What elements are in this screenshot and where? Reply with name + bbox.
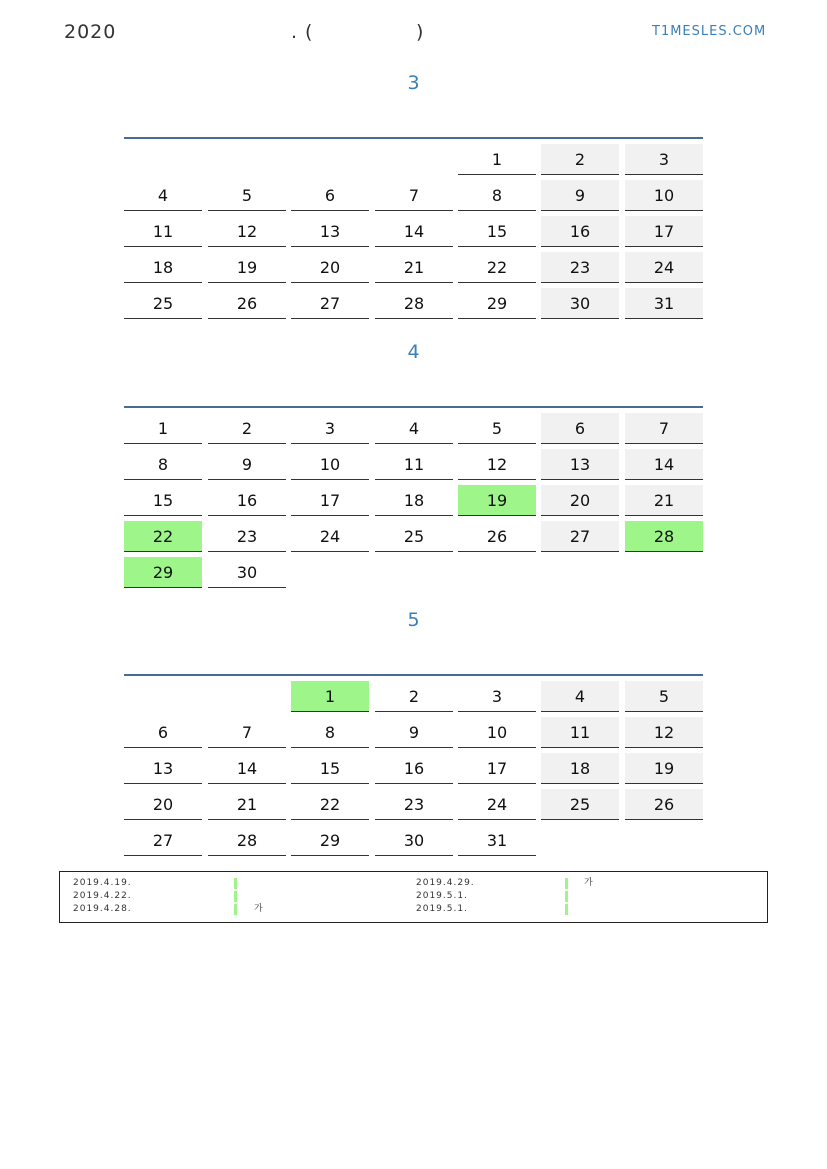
calendar-day: 24 (291, 521, 369, 552)
calendar-day: 21 (208, 789, 286, 820)
calendar-day: 28 (625, 521, 703, 552)
calendar-day: 26 (458, 521, 536, 552)
holiday-legend (59, 871, 768, 923)
calendar-day: 12 (625, 717, 703, 748)
month-title-april: 4 (407, 341, 420, 363)
calendar-day: 20 (124, 789, 202, 820)
calendar-day: 16 (208, 485, 286, 516)
legend-color-swatch (565, 904, 568, 915)
calendar-day: 26 (208, 288, 286, 319)
calendar-day: 13 (291, 216, 369, 247)
calendar-day: 25 (124, 288, 202, 319)
calendar-day: 21 (625, 485, 703, 516)
calendar-day: 8 (291, 717, 369, 748)
calendar-day: 29 (124, 557, 202, 588)
calendar-day: 18 (124, 252, 202, 283)
calendar-day: 20 (291, 252, 369, 283)
calendar-day: 23 (541, 252, 619, 283)
calendar-day: 30 (541, 288, 619, 319)
calendar-day: 13 (124, 753, 202, 784)
legend-color-swatch (565, 878, 568, 889)
calendar-day: 7 (208, 717, 286, 748)
month-title-march: 3 (407, 72, 420, 94)
calendar-day: 27 (541, 521, 619, 552)
calendar-day: 1 (458, 144, 536, 175)
header-left-paren: ( (305, 21, 313, 43)
legend-row (416, 877, 736, 890)
calendar-day: 12 (208, 216, 286, 247)
legend-row (73, 903, 393, 916)
calendar-day: 24 (458, 789, 536, 820)
calendar-day: 11 (541, 717, 619, 748)
calendar-day: 21 (375, 252, 453, 283)
calendar-day: 31 (458, 825, 536, 856)
calendar-day: 31 (625, 288, 703, 319)
legend-label: 가 (254, 904, 264, 914)
calendar-day: 4 (124, 180, 202, 211)
legend-label: 가 (584, 878, 594, 888)
calendar-day: 2 (375, 681, 453, 712)
legend-date: 2019.4.22. (73, 891, 132, 901)
calendar-day: 4 (541, 681, 619, 712)
header-dot: . (291, 21, 298, 43)
legend-color-swatch (565, 891, 568, 902)
calendar-day: 9 (541, 180, 619, 211)
calendar-day: 1 (124, 413, 202, 444)
header-right-paren: ) (416, 21, 424, 43)
calendar-day: 18 (541, 753, 619, 784)
calendar-day: 27 (291, 288, 369, 319)
calendar-day: 17 (291, 485, 369, 516)
calendar-rule (124, 406, 703, 408)
calendar-day: 6 (541, 413, 619, 444)
calendar-day: 9 (375, 717, 453, 748)
calendar-day: 2 (208, 413, 286, 444)
calendar-day: 4 (375, 413, 453, 444)
calendar-day: 26 (625, 789, 703, 820)
legend-color-swatch (234, 891, 237, 902)
calendar-day: 5 (458, 413, 536, 444)
calendar-day: 8 (124, 449, 202, 480)
legend-row (73, 877, 393, 890)
calendar-day: 28 (208, 825, 286, 856)
calendar-day: 6 (124, 717, 202, 748)
calendar-day: 5 (625, 681, 703, 712)
calendar-day: 24 (625, 252, 703, 283)
calendar-day: 3 (625, 144, 703, 175)
legend-date: 2019.5.1. (416, 891, 468, 901)
calendar-rule (124, 137, 703, 139)
calendar-day: 15 (291, 753, 369, 784)
calendar-day: 3 (291, 413, 369, 444)
calendar-day: 20 (541, 485, 619, 516)
legend-row (416, 890, 736, 903)
calendar-day: 25 (541, 789, 619, 820)
calendar-day: 15 (124, 485, 202, 516)
legend-date: 2019.4.28. (73, 904, 132, 914)
legend-row (416, 903, 736, 916)
calendar-day: 23 (375, 789, 453, 820)
calendar-day: 27 (124, 825, 202, 856)
calendar-day: 5 (208, 180, 286, 211)
calendar-day: 7 (625, 413, 703, 444)
legend-color-swatch (234, 878, 237, 889)
calendar-day: 19 (458, 485, 536, 516)
legend-row (73, 890, 393, 903)
calendar-day: 1 (291, 681, 369, 712)
calendar-day: 14 (625, 449, 703, 480)
calendar-day: 13 (541, 449, 619, 480)
calendar-day: 23 (208, 521, 286, 552)
calendar-day: 7 (375, 180, 453, 211)
calendar-day: 28 (375, 288, 453, 319)
calendar-rule (124, 674, 703, 676)
calendar-day: 22 (291, 789, 369, 820)
calendar-day: 14 (375, 216, 453, 247)
calendar-day: 3 (458, 681, 536, 712)
calendar-day: 2 (541, 144, 619, 175)
calendar-day: 17 (458, 753, 536, 784)
calendar-day: 19 (208, 252, 286, 283)
calendar-day: 19 (625, 753, 703, 784)
legend-date: 2019.4.19. (73, 878, 132, 888)
header-year: 2020 (64, 21, 117, 43)
calendar-day: 6 (291, 180, 369, 211)
calendar-day: 10 (291, 449, 369, 480)
calendar-day: 30 (208, 557, 286, 588)
calendar-day: 30 (375, 825, 453, 856)
calendar-day: 10 (458, 717, 536, 748)
legend-date: 2019.4.29. (416, 878, 475, 888)
calendar-day: 9 (208, 449, 286, 480)
calendar-day: 15 (458, 216, 536, 247)
legend-color-swatch (234, 904, 237, 915)
month-title-may: 5 (407, 609, 420, 631)
calendar-day: 29 (458, 288, 536, 319)
calendar-day: 10 (625, 180, 703, 211)
calendar-day: 11 (375, 449, 453, 480)
site-link[interactable]: T1MESLES.COM (652, 24, 767, 39)
calendar-day: 25 (375, 521, 453, 552)
calendar-day: 11 (124, 216, 202, 247)
calendar-day: 14 (208, 753, 286, 784)
calendar-day: 22 (458, 252, 536, 283)
calendar-day: 16 (541, 216, 619, 247)
calendar-day: 8 (458, 180, 536, 211)
legend-date: 2019.5.1. (416, 904, 468, 914)
calendar-day: 17 (625, 216, 703, 247)
calendar-day: 16 (375, 753, 453, 784)
calendar-day: 29 (291, 825, 369, 856)
calendar-day: 12 (458, 449, 536, 480)
calendar-day: 18 (375, 485, 453, 516)
calendar-day: 22 (124, 521, 202, 552)
